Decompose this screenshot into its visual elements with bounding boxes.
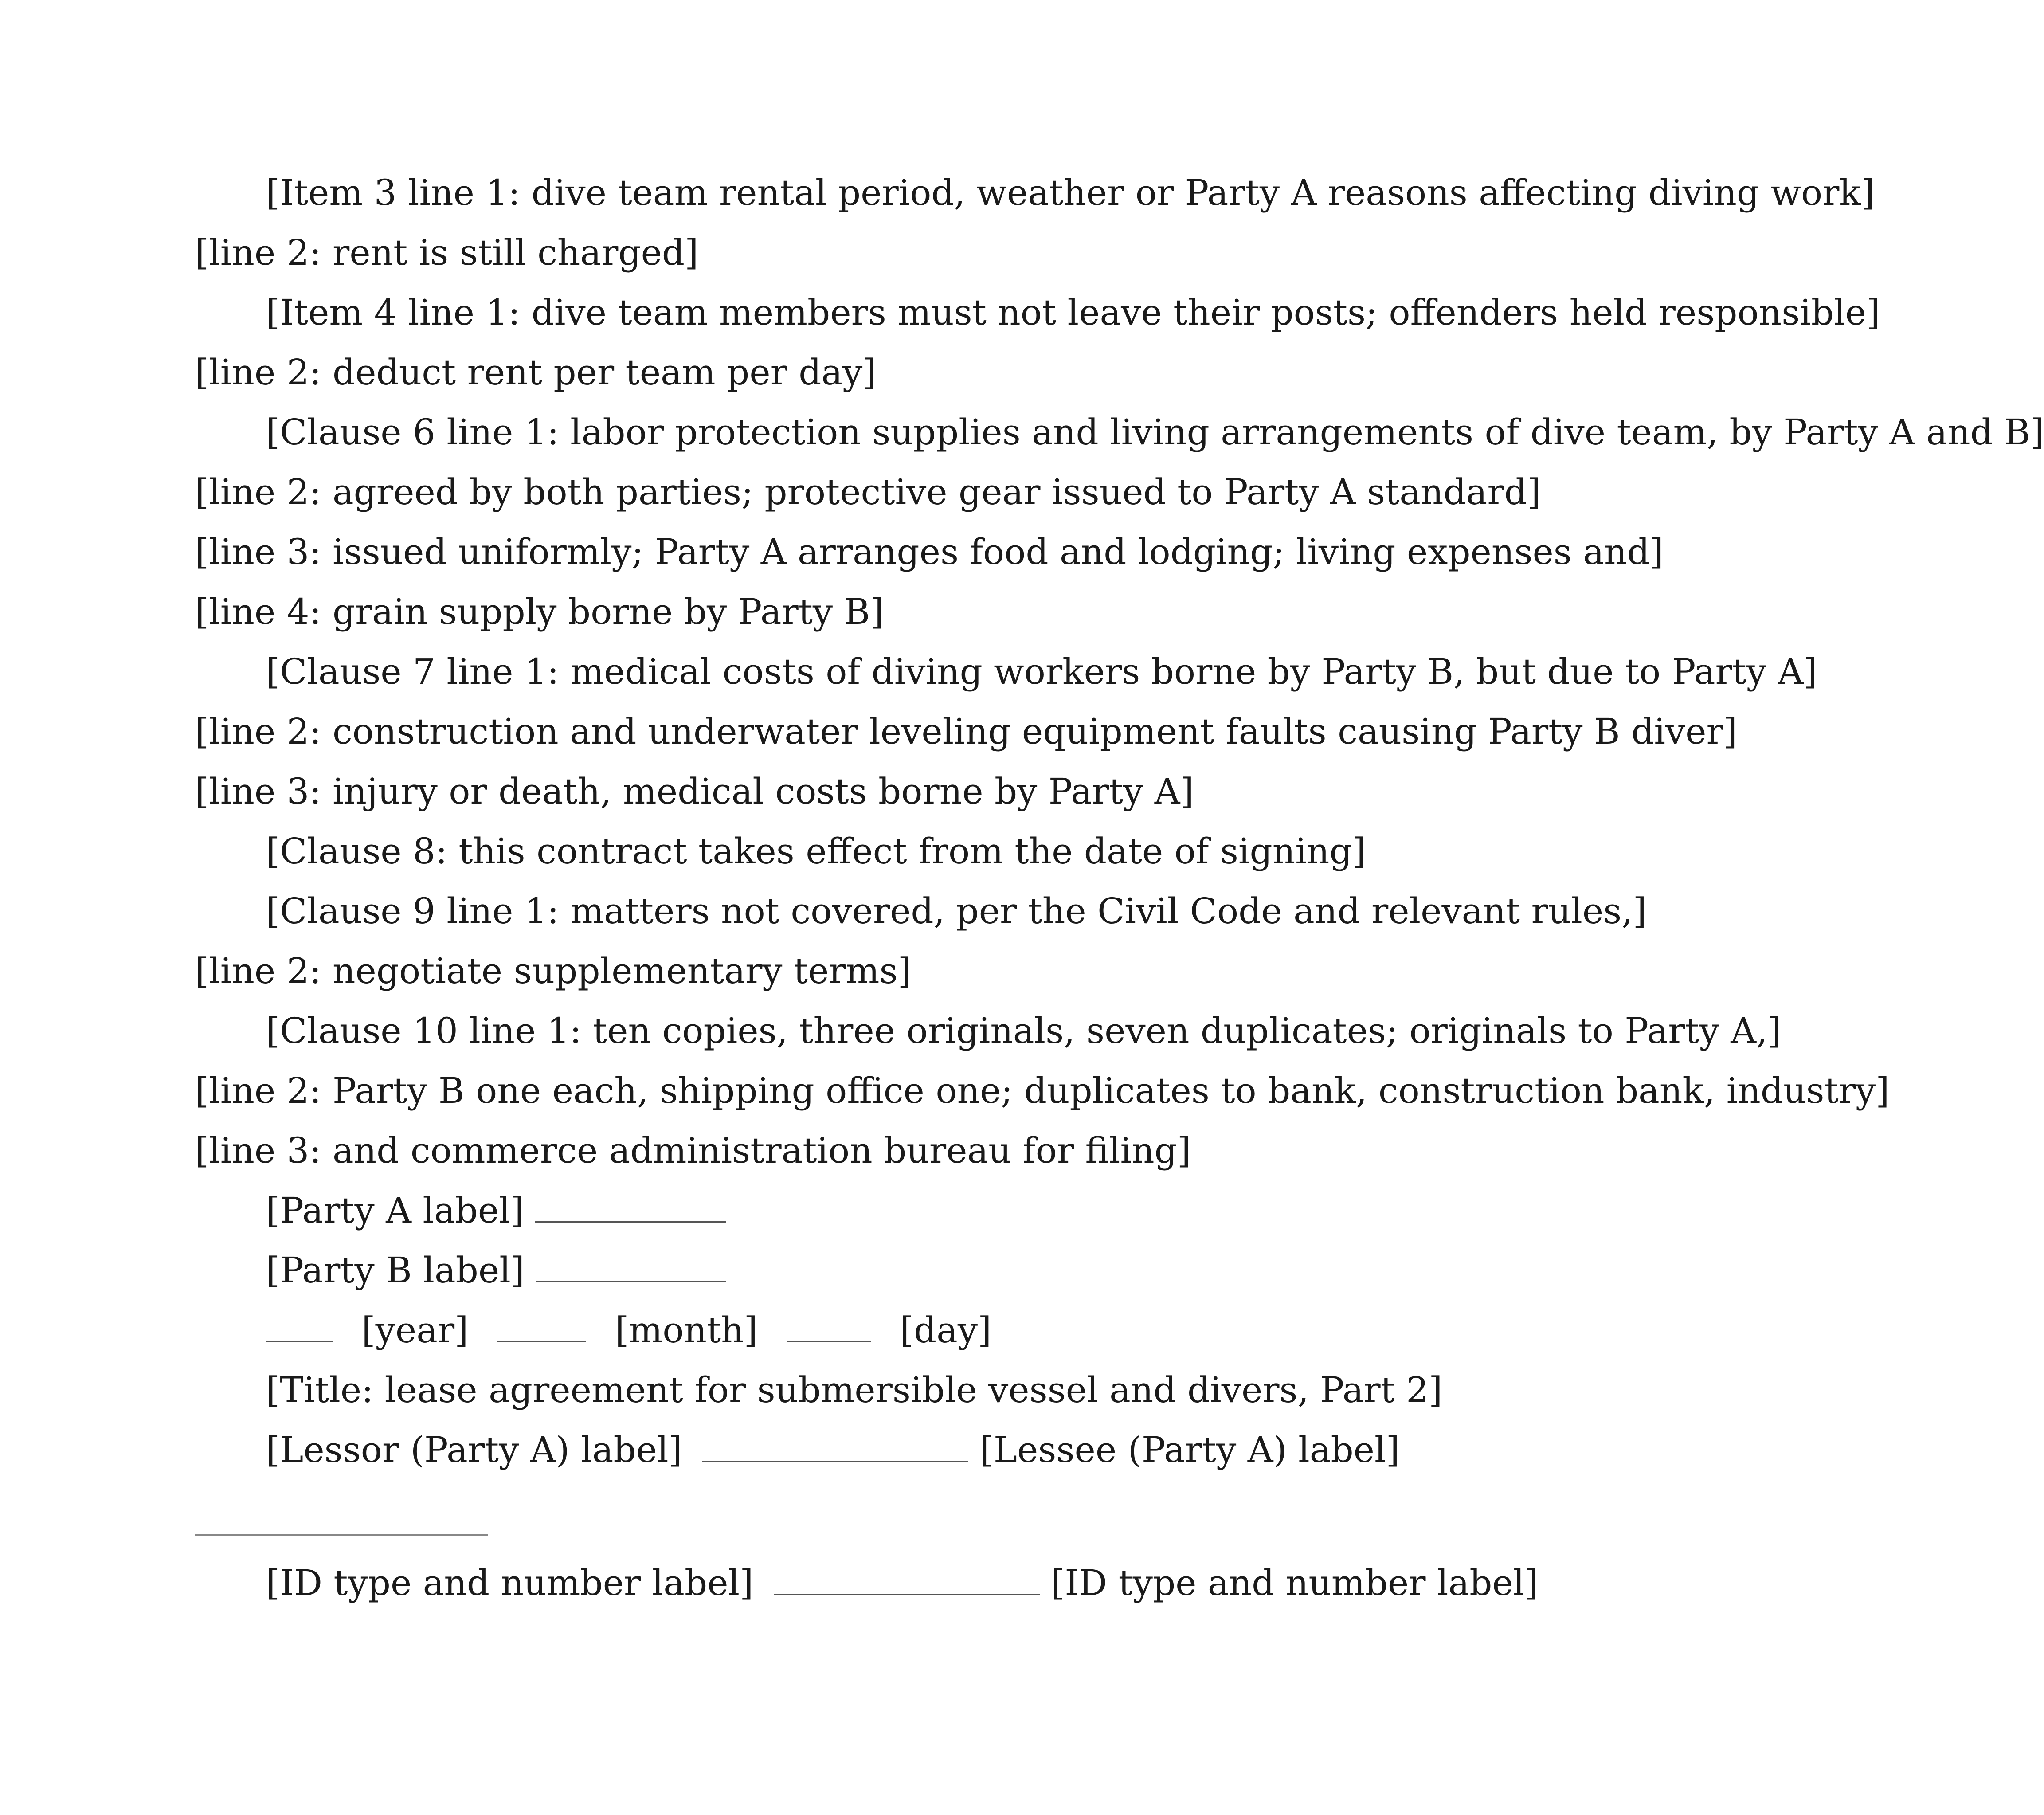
lessee-blank-line[interactable] [195,1534,488,1536]
clause-6-line-2: [line 2: agreed by both parties; protective gear issued to Party A standard] [195,471,1541,513]
lessor-blank[interactable] [702,1430,968,1462]
clause-3-line-1: [Item 3 line 1: dive team rental period, weather or Party A reasons affecting diving work] [266,172,1875,213]
clause-6-line-1: [Clause 6 line 1: labor protection supplies and living arrangements of dive team, by Party A and B] [266,412,2044,453]
clause-4-line-2: [line 2: deduct rent per team per day] [195,352,877,393]
clause-7-line-1: [Clause 7 line 1: medical costs of diving workers borne by Party B, but due to Party A] [266,651,1817,692]
clause-10-line-2: [line 2: Party B one each, shipping office one; duplicates to bank, construction bank, industry] [195,1070,1890,1111]
month-blank[interactable] [497,1310,586,1342]
party-a-label: [Party A label] [266,1190,524,1231]
clause-3-line-2: [line 2: rent is still charged] [195,232,699,273]
section-2-title: [Title: lease agreement for submersible vessel and divers, Part 2] [266,1369,1443,1411]
clause-9-line-2: [line 2: negotiate supplementary terms] [195,950,912,992]
month-label: [month] [615,1309,758,1351]
party-b-signature-blank[interactable] [536,1250,726,1282]
id-type-label-2: [ID type and number label] [1051,1562,1539,1603]
clause-7-line-2: [line 2: construction and underwater leveling equipment faults causing Party B diver] [195,711,1737,752]
year-label: [year] [361,1309,469,1351]
party-a-signature-row [266,1188,1086,1233]
id-row [266,1561,1539,1605]
party-a-signature-blank[interactable] [535,1190,726,1223]
clause-4-line-1: [Item 4 line 1: dive team members must not leave their posts; offenders held responsible] [266,292,1880,333]
day-label: [day] [900,1309,992,1351]
clause-7-line-3: [line 3: injury or death, medical costs borne by Party A] [195,771,1194,812]
lessor-row [266,1428,1400,1472]
clause-9-line-1: [Clause 9 line 1: matters not covered, per the Civil Code and relevant rules,] [266,890,1647,932]
party-b-label: [Party B label] [266,1250,525,1291]
day-blank[interactable] [787,1310,871,1342]
clause-10-line-3: [line 3: and commerce administration bureau for filing] [195,1130,1191,1171]
clause-10-line-1: [Clause 10 line 1: ten copies, three originals, seven duplicates; originals to Party A,] [266,1010,1782,1051]
clause-6-line-3: [line 3: issued uniformly; Party A arranges food and lodging; living expenses and] [195,531,1664,572]
lessor-label: [Lessor (Party A) label] [266,1429,682,1470]
id-number-blank-1[interactable] [774,1563,1040,1595]
clause-6-line-4: [line 4: grain supply borne by Party B] [195,591,884,632]
id-type-label-1: [ID type and number label] [266,1562,754,1603]
year-blank[interactable] [266,1310,333,1342]
lessee-label: [Lessee (Party A) label] [979,1429,1400,1470]
party-b-signature-row [266,1248,1086,1293]
date-row [266,1308,1086,1352]
clause-8-line-1: [Clause 8: this contract takes effect from the date of signing] [266,831,1366,872]
